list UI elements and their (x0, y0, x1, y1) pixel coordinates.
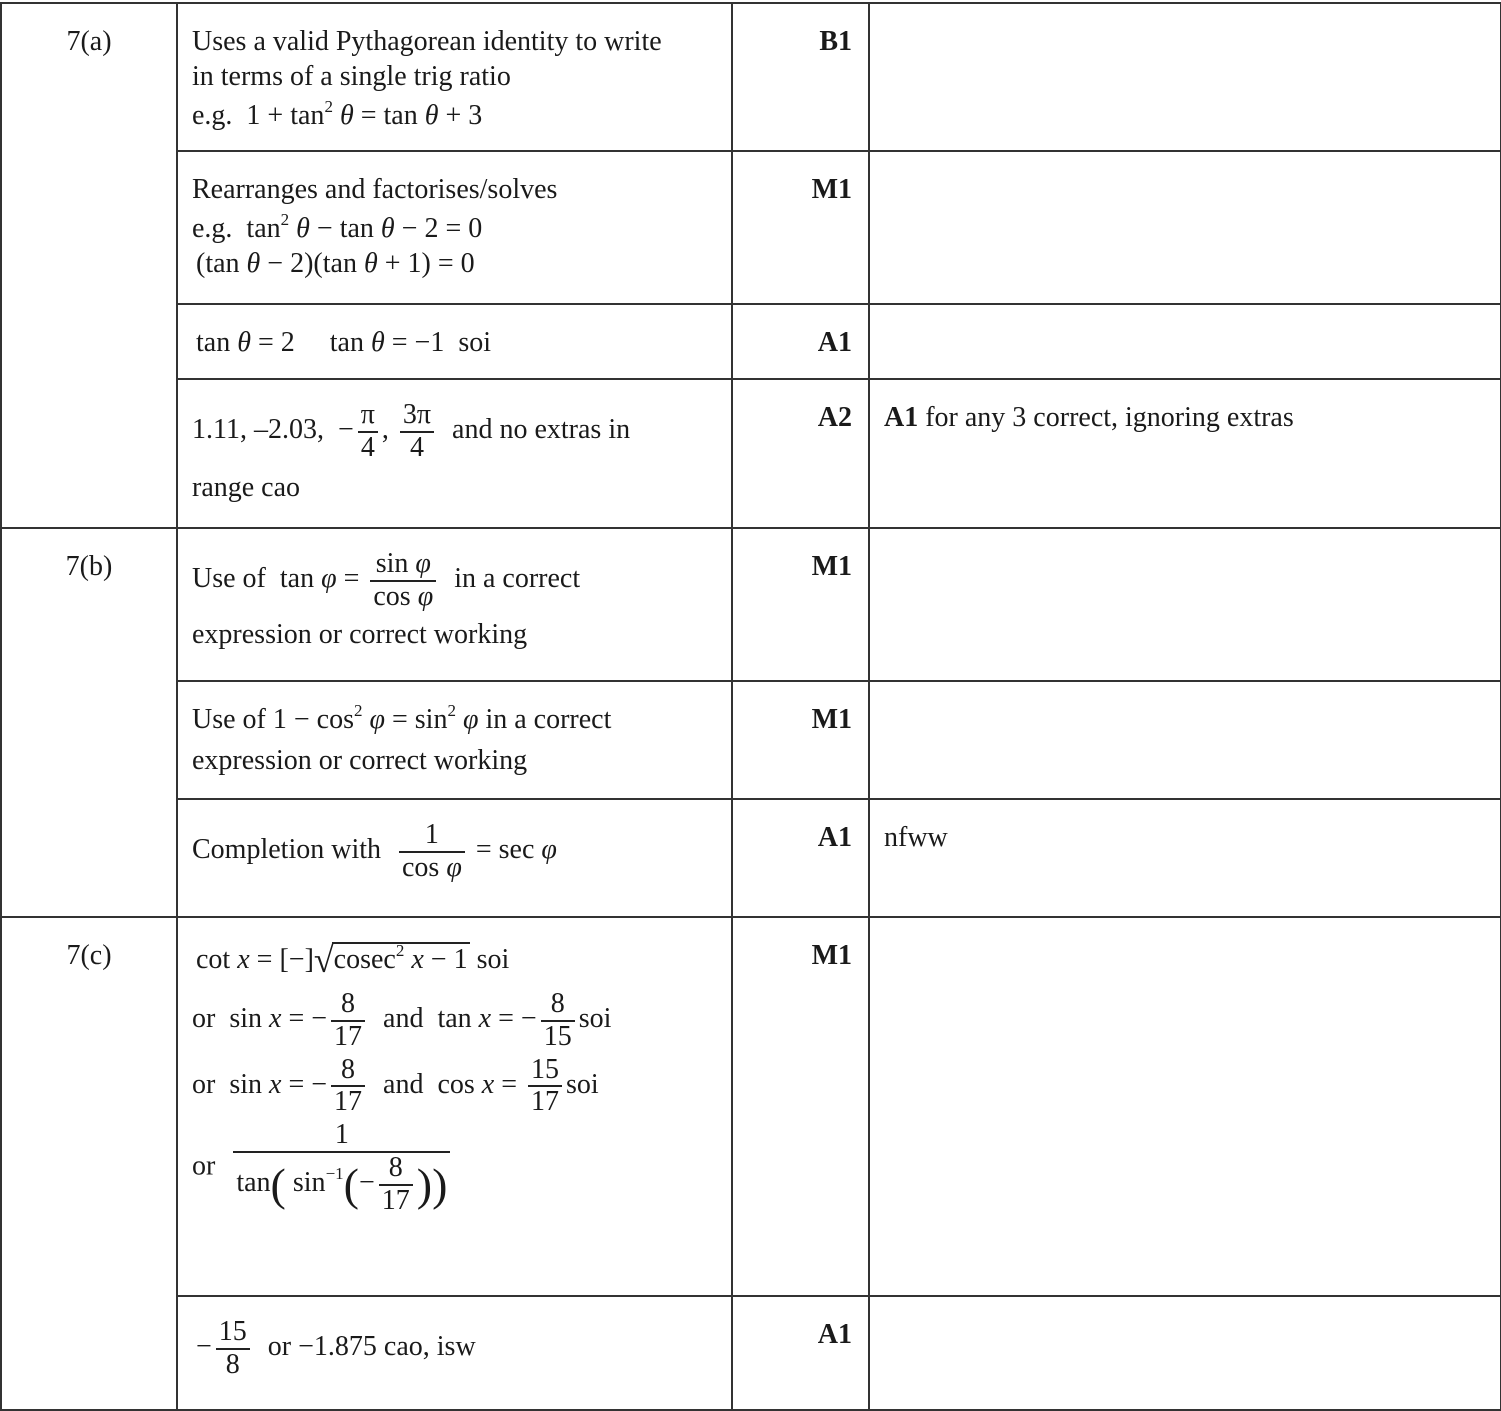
answer-line: or sin x = − $\frac{8}{17}$ and tan x = − $\frac{8}{15}$ soi (192, 988, 612, 1052)
mark-cell: A2 (732, 379, 869, 528)
guidance-cell (869, 1296, 1501, 1410)
answer-cell (177, 681, 732, 799)
table-row (1, 799, 1501, 917)
guidance-cell: A1 for any 3 correct, ignoring extras (869, 379, 1501, 528)
question-number: 7(c) (1, 917, 177, 1410)
guidance-cell (869, 917, 1501, 1296)
answer-line: Rearranges and factorises/solves (192, 174, 558, 205)
answer-line: (tan θ − 2)(tan θ + 1) = 0 (196, 248, 475, 279)
answer-line: or sin x = − $\frac{8}{17}$ and cos x = $\frac{15}{17}$ soi (192, 1053, 599, 1118)
answer-line: cot x = [−]√cosec$^2$ x − 1 soi (196, 940, 510, 980)
mark-cell: B1 (732, 3, 869, 151)
guidance-cell (869, 304, 1501, 379)
guidance-cell (869, 3, 1501, 151)
answer-line: expression or correct working (192, 745, 528, 776)
mark-cell: A1 (732, 1296, 869, 1410)
mark-cell: M1 (732, 681, 869, 799)
table-row (1, 528, 1501, 681)
answer-cell (177, 1296, 732, 1410)
mark-cell: M1 (732, 917, 869, 1296)
table-row (1, 917, 1501, 1296)
answer-cell (177, 528, 732, 681)
answer-cell (177, 151, 732, 304)
mark-cell: A1 (732, 799, 869, 917)
answer-line: Use of tan φ = $\frac{\text{sin φ}}{\text{cos φ}}$ in a correct (192, 548, 581, 612)
guidance-cell (869, 681, 1501, 799)
mark-cell: A1 (732, 304, 869, 379)
answer-line: expression or correct working (192, 618, 528, 650)
mark-cell: M1 (732, 151, 869, 304)
table-row (1, 1296, 1501, 1410)
mark-scheme-table (0, 2, 1501, 1411)
mark-cell: M1 (732, 528, 869, 681)
answer-cell (177, 379, 732, 528)
answer-line: e.g. $\tan^2 \theta - \tan \theta - 2 = 0$ (192, 210, 483, 244)
table-row (1, 151, 1501, 304)
table-row (1, 3, 1501, 151)
answer-cell (177, 799, 732, 917)
answer-line: or 1 tan( $\sin^{-1}(-$ $\frac{8}{17}$ )) (192, 1120, 717, 1216)
answer-cell (177, 304, 732, 379)
answer-line: range cao (192, 471, 301, 503)
answer-line: tan θ = 2 tan θ = −1 soi (196, 327, 492, 358)
guidance-cell (869, 151, 1501, 304)
table-row (1, 304, 1501, 379)
answer-line: Completion with $\frac{1}{\text{cos φ}}$ = sec φ (192, 819, 557, 883)
answer-line: Use of $1 - \cos^2 \varphi = \sin^2 \varphi$ in a correct (192, 701, 612, 735)
table-row (1, 379, 1501, 528)
answer-cell (177, 3, 732, 151)
table-row (1, 681, 1501, 799)
answer-line: Uses a valid Pythagorean identity to write (192, 26, 662, 57)
answer-cell (177, 917, 732, 1296)
answer-line: − $\frac{15}{8}$ or −1.875 cao, isw (196, 1316, 476, 1380)
question-number: 7(a) (1, 3, 177, 528)
answer-line: in terms of a single trig ratio (192, 61, 511, 92)
question-number: 7(b) (1, 528, 177, 917)
answer-line: e.g. $1 + \tan^2 \theta = \tan \theta + 3$ (192, 97, 483, 131)
answer-line: 1.11, –2.03, − $\frac{\pi}{4}$ , $\frac{3\pi}{4}$ and no extras in (192, 399, 631, 463)
guidance-cell: nfww (869, 799, 1501, 917)
guidance-cell (869, 528, 1501, 681)
